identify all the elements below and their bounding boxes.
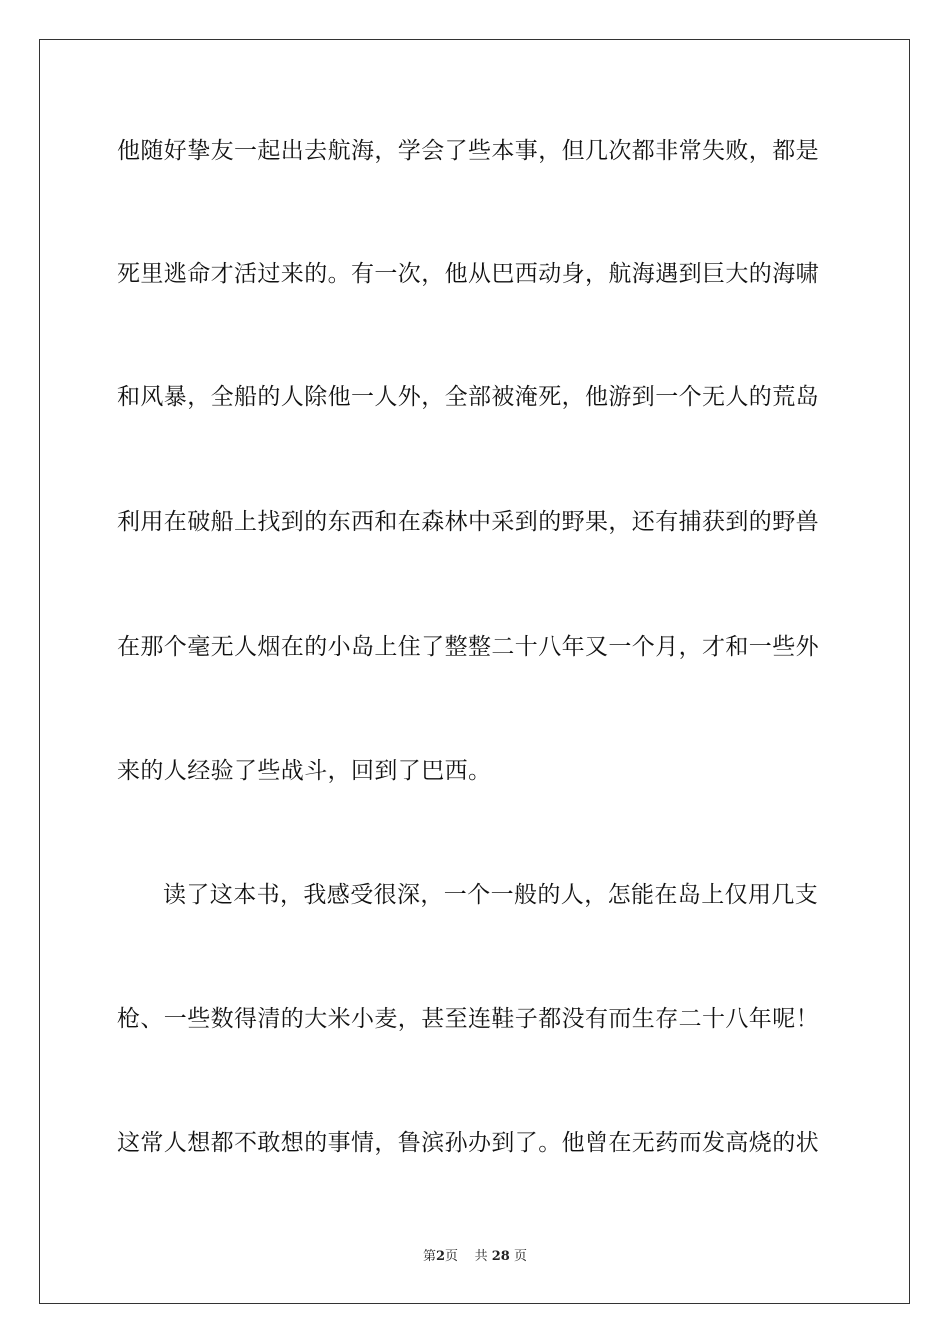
paragraph-first-line: 读了这本书，我感受很深，一个一般的人，怎能在岛上仅用几支 bbox=[163, 882, 819, 908]
body-text-line: 这常人想都不敢想的事情，鲁滨孙办到了。他曾在无药而发高烧的状 bbox=[117, 1130, 819, 1156]
total-label-prefix: 共 bbox=[474, 1249, 488, 1264]
page-label-prefix: 第 bbox=[422, 1249, 436, 1264]
page-footer bbox=[0, 1249, 950, 1265]
body-text-line: 在那个毫无人烟在的小岛上住了整整二十八年又一个月，才和一些外 bbox=[117, 634, 819, 660]
body-text-line: 来的人经验了些战斗，回到了巴西。 bbox=[117, 758, 492, 784]
body-text-line: 利用在破船上找到的东西和在森林中采到的野果，还有捕获到的野兽 bbox=[117, 509, 819, 535]
total-label-suffix: 页 bbox=[513, 1249, 527, 1264]
body-text-line: 枪、一些数得清的大米小麦，甚至连鞋子都没有而生存二十八年呢！ bbox=[117, 1006, 819, 1032]
page-border bbox=[39, 39, 910, 1304]
total-pages-number: 28 bbox=[491, 1249, 510, 1264]
page-label-suffix: 页 bbox=[445, 1249, 459, 1264]
body-text-line: 他随好挚友一起出去航海，学会了些本事，但几次都非常失败，都是 bbox=[117, 138, 819, 164]
body-text-line: 和风暴，全船的人除他一人外，全部被淹死，他游到一个无人的荒岛 bbox=[117, 384, 819, 410]
body-text-line: 死里逃命才活过来的。有一次，他从巴西动身，航海遇到巨大的海啸 bbox=[117, 261, 819, 287]
current-page-number: 2 bbox=[436, 1249, 446, 1264]
